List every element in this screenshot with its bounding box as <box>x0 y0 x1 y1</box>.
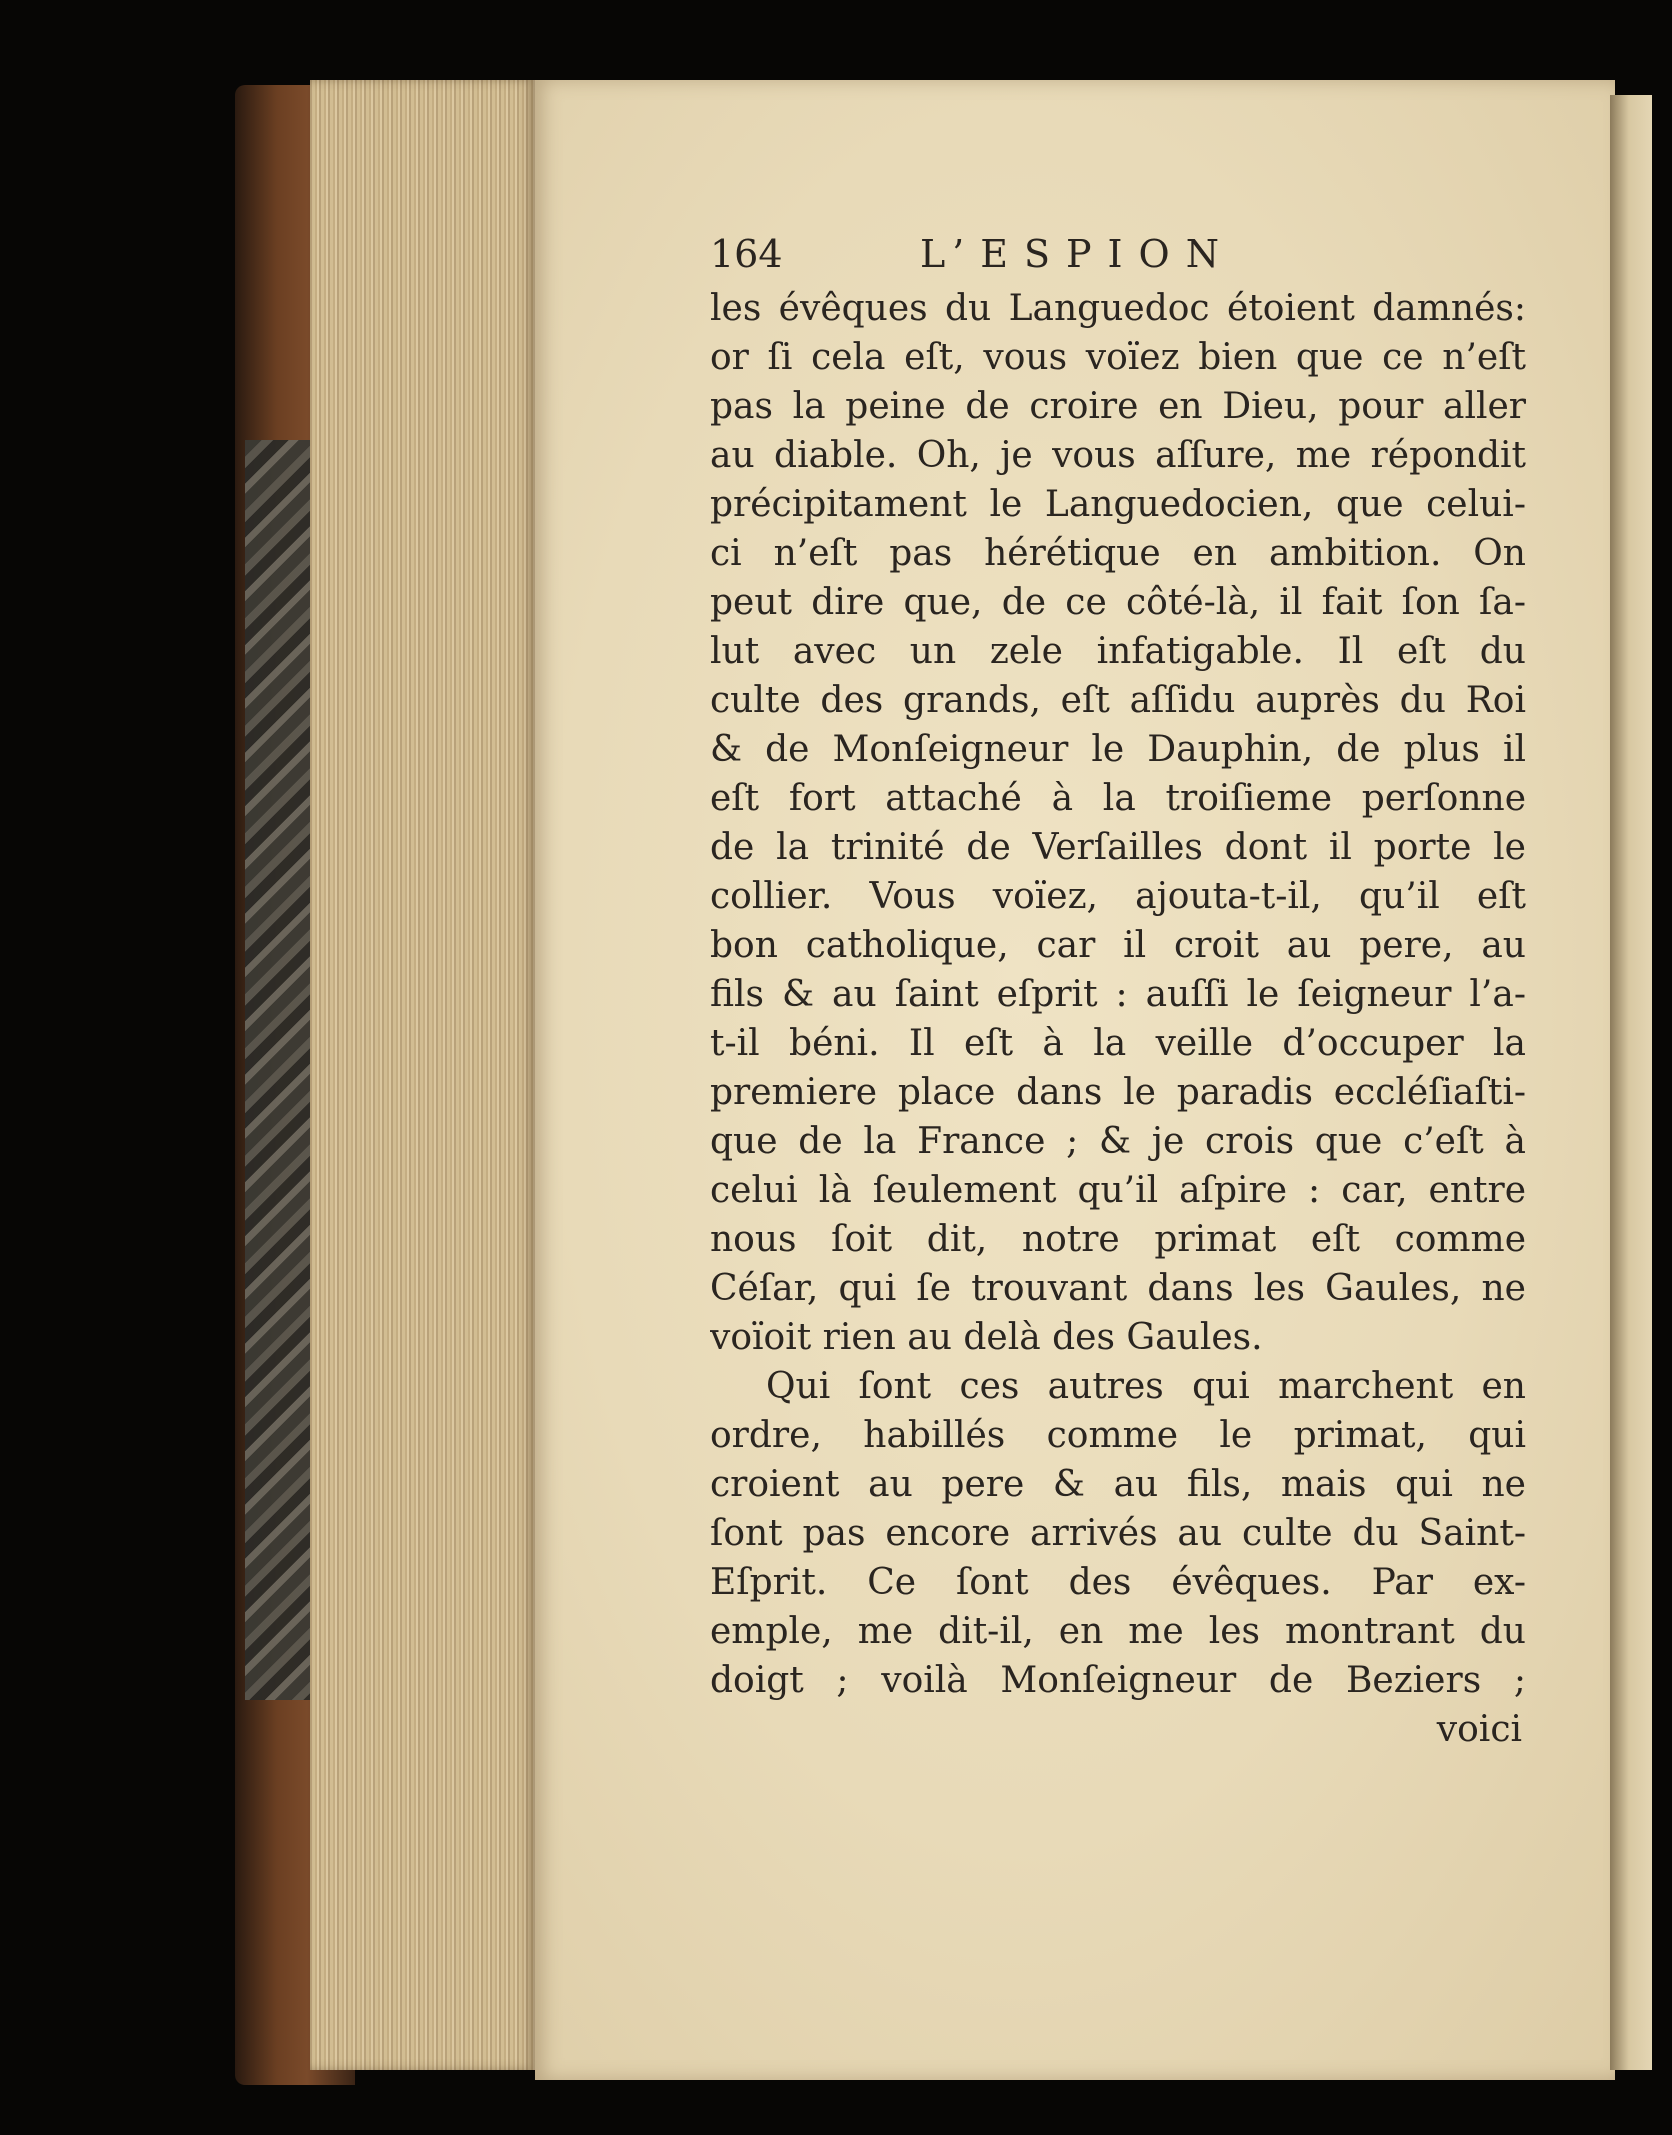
text-line: or ſi cela eſt, vous voïez bien que ce n’eſt <box>710 337 1526 378</box>
text-line: & de Monſeigneur le Dauphin, de plus il <box>710 729 1526 770</box>
text-line: eſt fort attaché à la troiſieme perſonne <box>710 778 1526 819</box>
text-line: Eſprit. Ce ſont des évêques. Par ex- <box>710 1562 1526 1603</box>
text-line: culte des grands, eſt aſſidu auprès du Roi <box>710 680 1526 721</box>
text-line: premiere place dans le paradis eccléſiaſti- <box>710 1072 1526 1113</box>
text-line: au diable. Oh, je vous aſſure, me répondit <box>710 435 1526 476</box>
facing-page-gutter <box>1610 95 1652 2070</box>
text-line-paragraph-end: voïoit rien au delà des Gaules. <box>710 1317 1263 1358</box>
text-line: pas la peine de croire en Dieu, pour aller <box>710 386 1526 427</box>
text-line: Céſar, qui ſe trouvant dans les Gaules, ne <box>710 1268 1526 1309</box>
text-line: collier. Vous voïez, ajouta-t-il, qu’il eſt <box>710 876 1526 917</box>
text-line: fils & au ſaint eſprit : auſſi le ſeigneur l’a- <box>710 974 1526 1015</box>
text-line: t-il béni. Il eſt à la veille d’occuper la <box>710 1023 1526 1064</box>
page-text-block <box>710 232 1526 1754</box>
text-line: lut avec un zele infatigable. Il eſt du <box>710 631 1526 672</box>
text-line: peut dire que, de ce côté-là, il fait ſon ſa- <box>710 582 1526 623</box>
running-head <box>710 232 1526 284</box>
page-number: 164 <box>710 232 783 276</box>
page-edges <box>310 80 535 2070</box>
text-line: nous ſoit dit, notre primat eſt comme <box>710 1219 1526 1260</box>
catchword: voici <box>1436 1709 1522 1750</box>
text-line: celui là ſeulement qu’il aſpire : car, entre <box>710 1170 1526 1211</box>
text-line: ci n’eſt pas hérétique en ambition. On <box>710 533 1526 574</box>
text-line: que de la France ; & je crois que c’eſt à <box>710 1121 1526 1162</box>
text-line: de la trinité de Verſailles dont il porte le <box>710 827 1526 868</box>
text-line: ordre, habillés comme le primat, qui <box>710 1415 1526 1456</box>
running-title: L’ESPION <box>920 232 1235 276</box>
text-line: doigt ; voilà Monſeigneur de Beziers ; <box>710 1660 1526 1701</box>
text-line: ſont pas encore arrivés au culte du Saint- <box>710 1513 1526 1554</box>
text-line: précipitament le Languedocien, que celui- <box>710 484 1526 525</box>
text-line: les évêques du Languedoc étoient damnés: <box>710 288 1526 329</box>
text-line: emple, me dit-il, en me les montrant du <box>710 1611 1526 1652</box>
text-line: croient au pere & au fils, mais qui ne <box>710 1464 1526 1505</box>
text-line-paragraph-start: Qui ſont ces autres qui marchent en <box>766 1366 1526 1407</box>
text-line: bon catholique, car il croit au pere, au <box>710 925 1526 966</box>
